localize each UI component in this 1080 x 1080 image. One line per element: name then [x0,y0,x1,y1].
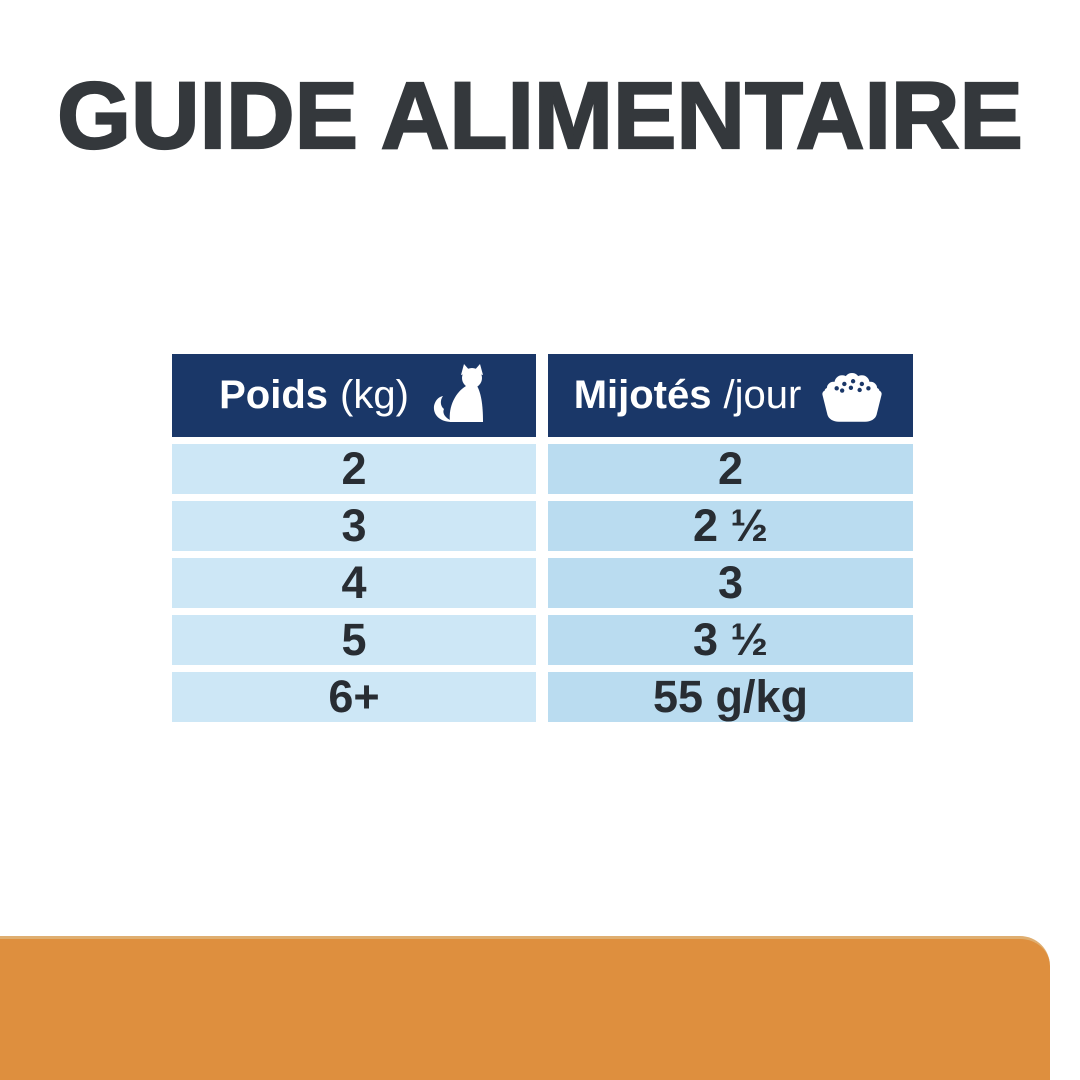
weight-cell: 3 [172,501,536,551]
portion-cell: 3 ½ [548,615,913,665]
weight-cell: 6+ [172,672,536,722]
header-portion-label: Mijotés [573,373,712,417]
portion-cell: 2 [548,444,913,494]
portion-cell: 3 [548,558,913,608]
weight-cell: 4 [172,558,536,608]
orange-footer-bar [0,936,1050,1080]
portion-cell: 55 g/kg [548,672,913,722]
header-portion-unit: /jour [723,373,802,417]
header-weight-label: Poids [219,373,328,417]
header-weight [172,354,536,437]
header-portion [548,354,913,437]
header-weight-unit: (kg) [340,373,409,417]
portion-cell: 2 ½ [548,501,913,551]
feeding-guide-table [172,354,913,722]
page-title: GUIDE ALIMENTAIRE [57,63,1023,169]
food-bowl-icon [813,368,887,424]
weight-cell: 2 [172,444,536,494]
cat-icon [421,363,489,429]
weight-cell: 5 [172,615,536,665]
